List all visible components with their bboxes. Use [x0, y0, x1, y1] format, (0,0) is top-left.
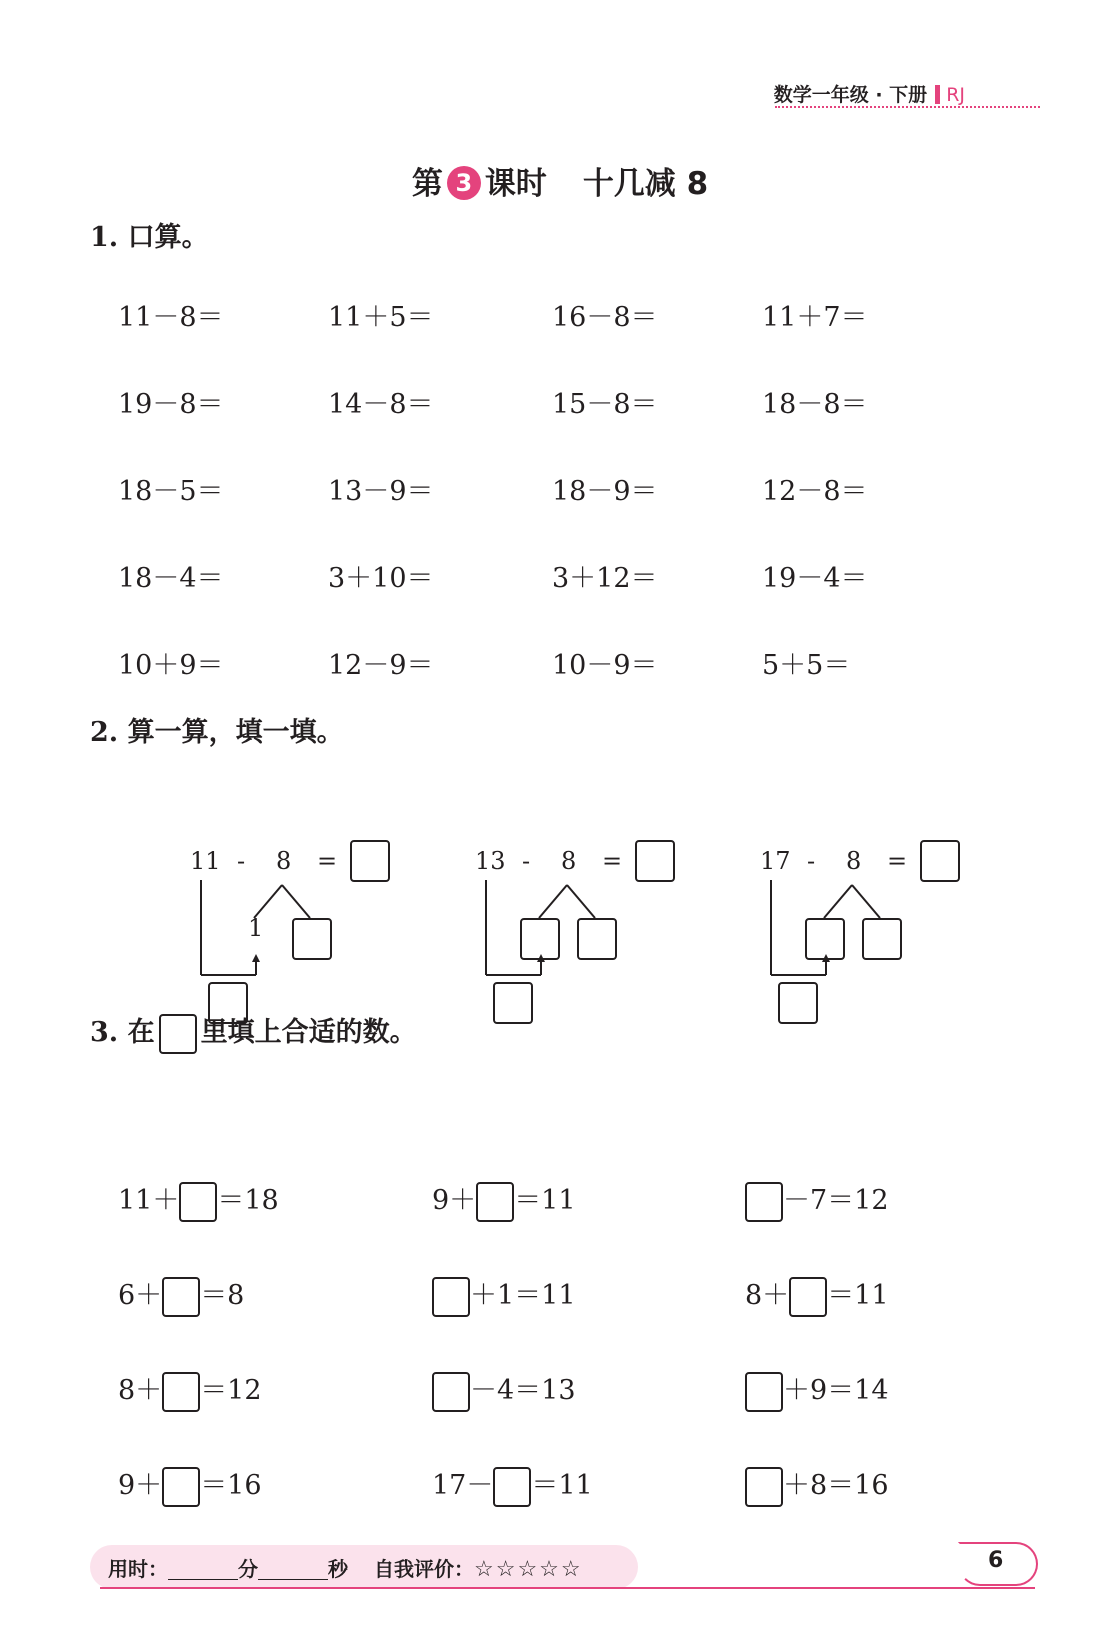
- title-answer-box: [159, 1014, 197, 1054]
- mental-math-item: 18－5＝: [118, 476, 224, 507]
- split-line-right: [567, 885, 595, 918]
- equals-sign: =: [887, 847, 908, 875]
- equation-right: ＝11: [827, 1280, 889, 1311]
- equation-left: 17－: [432, 1470, 494, 1501]
- mental-math-item: 12－9＝: [328, 650, 434, 681]
- section3-title-pre: 3. 在: [90, 1017, 155, 1048]
- mental-math-item: 10－9＝: [552, 650, 658, 681]
- mental-math-item: 14－8＝: [328, 389, 434, 420]
- equation-right: －7＝12: [783, 1185, 889, 1216]
- split-line-left: [824, 885, 852, 918]
- mental-math-item: 19－8＝: [118, 389, 224, 420]
- answer-box[interactable]: [162, 1277, 200, 1317]
- answer-box[interactable]: [179, 1182, 217, 1222]
- mental-math-item: 18－4＝: [118, 563, 224, 594]
- mental-math-item: 11＋7＝: [762, 302, 868, 333]
- answer-box[interactable]: [745, 1182, 783, 1222]
- equation-left: 11＋: [118, 1185, 180, 1216]
- split-line-right: [282, 885, 310, 918]
- answer-box[interactable]: [432, 1277, 470, 1317]
- equals-sign: =: [602, 847, 623, 875]
- section2-title: 2. 算一算，填一填。: [90, 717, 344, 748]
- page-number: 6: [988, 1548, 1004, 1573]
- answer-box[interactable]: [789, 1277, 827, 1317]
- subtrahend: 8: [276, 847, 292, 875]
- minus-sign: -: [237, 847, 246, 875]
- result-box[interactable]: [635, 840, 675, 882]
- answer-box[interactable]: [162, 1372, 200, 1412]
- header-tag: RJ: [946, 84, 965, 106]
- fill-in-equation: [745, 1463, 889, 1507]
- equation-right: ＝8: [200, 1280, 245, 1311]
- result-box[interactable]: [350, 840, 390, 882]
- arrow-head: [252, 954, 260, 962]
- fill-in-equation: [118, 1368, 262, 1412]
- time-label: 用时：: [108, 1557, 168, 1581]
- mental-math-item: 11＋5＝: [328, 302, 434, 333]
- subtrahend: 8: [846, 847, 862, 875]
- equation-right: ＋8＝16: [783, 1470, 889, 1501]
- fill-in-equation: [745, 1178, 889, 1222]
- mental-math-item: 3＋10＝: [328, 563, 434, 594]
- self-eval-label: 自我评价：: [374, 1557, 474, 1581]
- mental-math-item: 12－8＝: [762, 476, 868, 507]
- title-suffix: 课时: [484, 166, 547, 202]
- fill-in-equation: [432, 1178, 576, 1222]
- bracket-result-box[interactable]: [778, 982, 818, 1024]
- minuend: 17: [760, 847, 791, 875]
- fill-in-equation: [118, 1273, 244, 1317]
- split-box-left[interactable]: [805, 918, 845, 960]
- footer-line: [100, 1587, 1035, 1589]
- mental-math-item: 13－9＝: [328, 476, 434, 507]
- split-box-right[interactable]: [292, 918, 332, 960]
- mental-math-item: 16－8＝: [552, 302, 658, 333]
- fill-in-equation: [118, 1463, 262, 1507]
- equation-right: ＋1＝11: [470, 1280, 576, 1311]
- equation-left: 8＋: [745, 1280, 790, 1311]
- split-line-right: [852, 885, 880, 918]
- mental-math-item: 3＋12＝: [552, 563, 658, 594]
- mental-math-item: 19－4＝: [762, 563, 868, 594]
- subtrahend: 8: [561, 847, 577, 875]
- minute-label: 分: [238, 1557, 258, 1581]
- fill-in-equation: [745, 1368, 889, 1412]
- section3-title-post: 里填上合适的数。: [200, 1017, 417, 1048]
- mental-math-item: 18－9＝: [552, 476, 658, 507]
- minuend: 11: [190, 847, 221, 875]
- equation-left: 9＋: [118, 1470, 163, 1501]
- answer-box[interactable]: [476, 1182, 514, 1222]
- fill-in-equation: [118, 1178, 279, 1222]
- section1-title: 1. 口算。: [90, 222, 209, 253]
- minuend: 13: [475, 847, 506, 875]
- bracket-result-box[interactable]: [493, 982, 533, 1024]
- fill-in-equation: [432, 1368, 576, 1412]
- second-label: 秒: [328, 1557, 348, 1581]
- title-topic: 十几减 8: [582, 166, 709, 202]
- lesson-number-badge: 3: [447, 166, 481, 200]
- rating-stars[interactable]: ☆☆☆☆☆: [474, 1557, 583, 1582]
- fill-in-equation: [432, 1273, 576, 1317]
- equation-right: ＝12: [200, 1375, 262, 1406]
- equation-left: 9＋: [432, 1185, 477, 1216]
- equals-sign: =: [317, 847, 338, 875]
- minutes-blank[interactable]: [168, 1559, 238, 1580]
- mental-math-item: 18－8＝: [762, 389, 868, 420]
- mental-math-item: 11－8＝: [118, 302, 224, 333]
- equation-right: ＝16: [200, 1470, 262, 1501]
- equation-left: 6＋: [118, 1280, 163, 1311]
- answer-box[interactable]: [493, 1467, 531, 1507]
- seconds-blank[interactable]: [258, 1559, 328, 1580]
- answer-box[interactable]: [745, 1372, 783, 1412]
- split-box-right[interactable]: [862, 918, 902, 960]
- fill-in-equation: [432, 1463, 593, 1507]
- mental-math-item: 5＋5＝: [762, 650, 851, 681]
- fill-in-equation: [745, 1273, 889, 1317]
- equation-right: ＝18: [217, 1185, 279, 1216]
- answer-box[interactable]: [745, 1467, 783, 1507]
- equation-right: ＋9＝14: [783, 1375, 889, 1406]
- mental-math-item: 15－8＝: [552, 389, 658, 420]
- equation-right: ＝11: [531, 1470, 593, 1501]
- section3-title: [90, 1010, 417, 1054]
- split-box-right[interactable]: [577, 918, 617, 960]
- answer-box[interactable]: [162, 1467, 200, 1507]
- title-prefix: 第: [411, 166, 443, 202]
- split-line-left: [539, 885, 567, 918]
- minus-sign: -: [522, 847, 531, 875]
- header-book-title: 数学一年级 · 下册: [773, 84, 928, 106]
- minus-sign: -: [807, 847, 816, 875]
- split-box-left[interactable]: [520, 918, 560, 960]
- result-box[interactable]: [920, 840, 960, 882]
- equation-right: ＝11: [514, 1185, 576, 1216]
- answer-box[interactable]: [432, 1372, 470, 1412]
- mental-math-item: 10＋9＝: [118, 650, 224, 681]
- equation-left: 8＋: [118, 1375, 163, 1406]
- split-hint: 1: [248, 914, 264, 942]
- footer-timer: [108, 1553, 583, 1582]
- equation-right: －4＝13: [470, 1375, 576, 1406]
